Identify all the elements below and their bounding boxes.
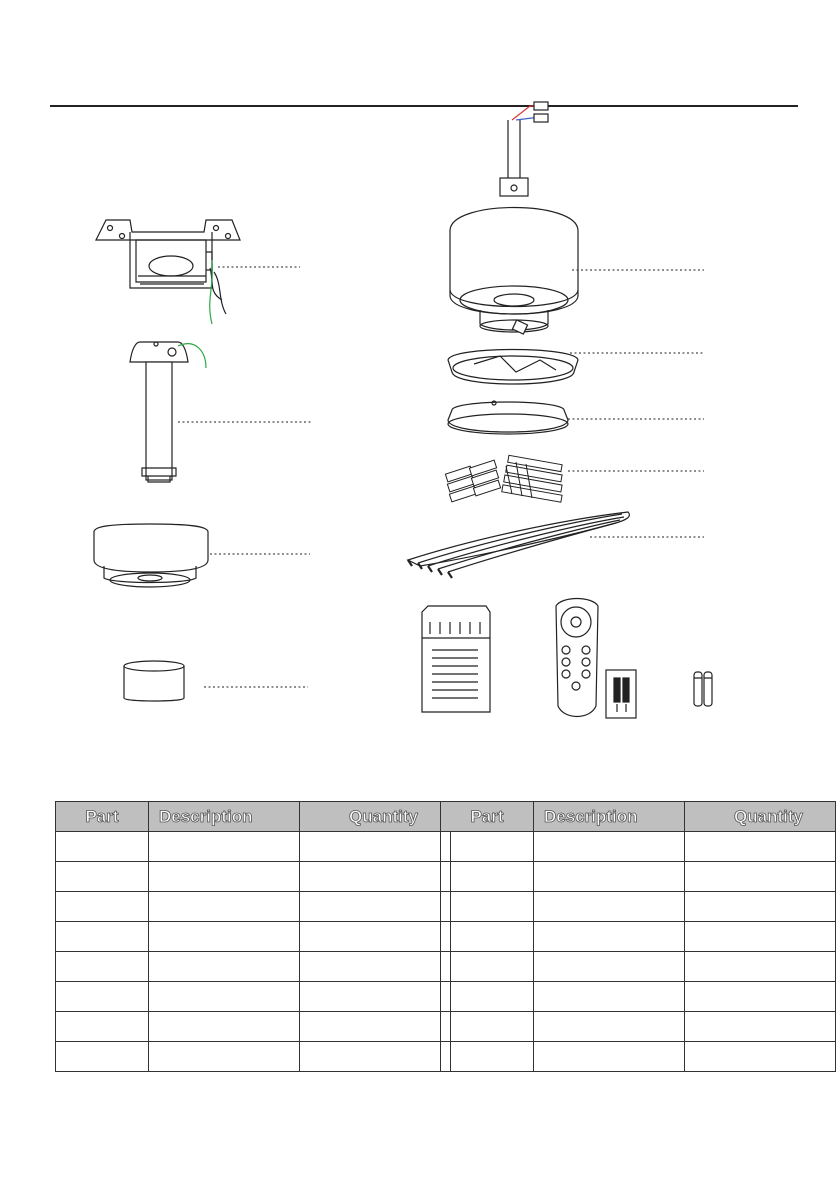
table-row bbox=[56, 1012, 451, 1042]
table-row bbox=[441, 1012, 836, 1042]
header-description: Description bbox=[534, 802, 685, 832]
parts-table-right bbox=[440, 801, 836, 1072]
header-description: Description bbox=[149, 802, 300, 832]
table-row bbox=[441, 952, 836, 982]
header-part: Part bbox=[56, 802, 149, 832]
header-quantity: Quantity bbox=[685, 802, 836, 832]
blade-screws-icon bbox=[445, 455, 562, 502]
header-part: Part bbox=[441, 802, 534, 832]
canopy-cover-icon bbox=[124, 661, 184, 701]
parts-table-left bbox=[55, 801, 451, 1072]
battery-pack-icon bbox=[606, 670, 636, 718]
table-row bbox=[441, 832, 836, 862]
table-row bbox=[56, 922, 451, 952]
fan-motor-icon bbox=[450, 120, 578, 334]
remote-control-icon bbox=[556, 599, 598, 717]
table-row bbox=[441, 1042, 836, 1072]
table-row bbox=[441, 862, 836, 892]
table-row bbox=[56, 832, 451, 862]
table-row bbox=[56, 1042, 451, 1072]
header-quantity: Quantity bbox=[300, 802, 451, 832]
table-row bbox=[56, 862, 451, 892]
table-row bbox=[441, 922, 836, 952]
switch-housing-icon bbox=[448, 350, 578, 385]
downrod-icon bbox=[130, 342, 188, 482]
table-row bbox=[56, 952, 451, 982]
table-row bbox=[441, 982, 836, 1012]
light-kit-icon bbox=[448, 401, 568, 434]
canopy-icon bbox=[94, 524, 208, 587]
table-row bbox=[56, 892, 451, 922]
batteries-icon bbox=[694, 672, 712, 706]
blades-icon bbox=[408, 512, 629, 578]
receiver-icon bbox=[422, 606, 490, 712]
table-row bbox=[56, 982, 451, 1012]
table-row bbox=[441, 892, 836, 922]
